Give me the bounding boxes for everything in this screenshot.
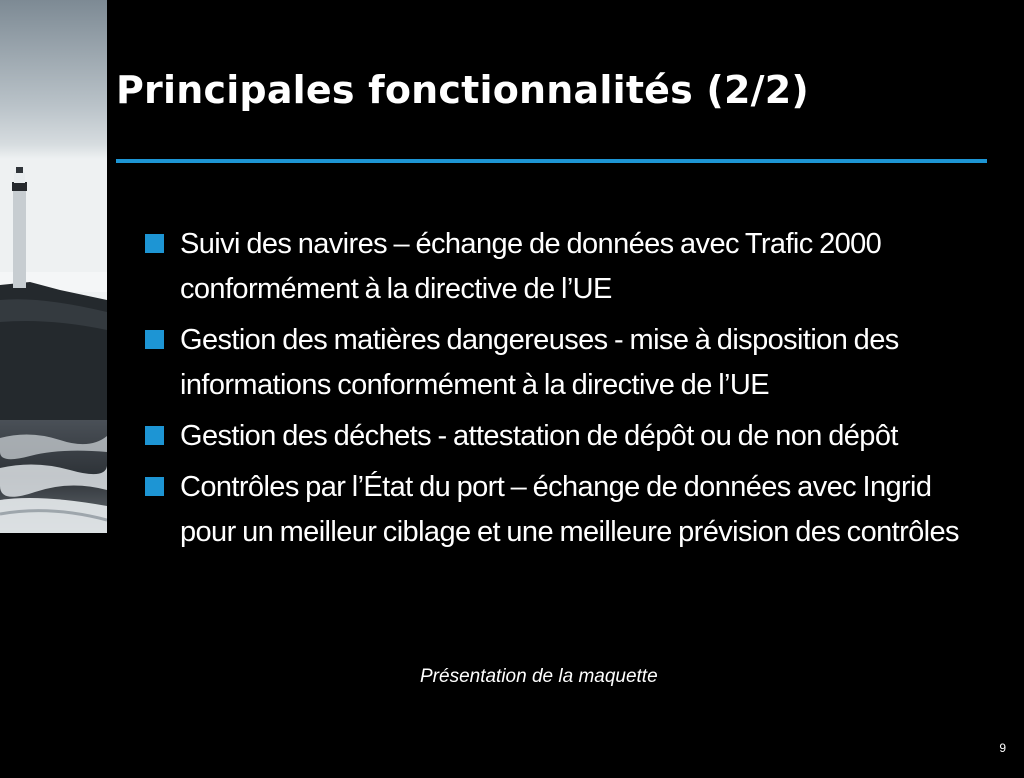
bullet-text: Gestion des déchets - attestation de dépôt ou de non dépôt [180, 420, 898, 452]
lighthouse-photo [0, 0, 107, 533]
bullet-item [145, 414, 965, 459]
square-bullet-icon [145, 234, 164, 253]
bullet-item [145, 465, 965, 555]
bullet-text: Gestion des matières dangereuses - mise à disposition des informations conformément à la directive de l’UE [180, 324, 899, 401]
bullet-item [145, 318, 965, 408]
bullet-list [145, 222, 965, 561]
bullet-text: Contrôles par l’État du port – échange de données avec Ingrid pour un meilleur ciblage et une meilleure prévision des contrôles [180, 471, 959, 548]
square-bullet-icon [145, 477, 164, 496]
slide-title: Principales fonctionnalités (2/2) [116, 68, 809, 112]
caption: Présentation de la maquette [420, 666, 658, 687]
bullet-text: Suivi des navires – échange de données avec Trafic 2000 conformément à la directive de l’UE [180, 228, 882, 305]
page-number: 9 [999, 741, 1006, 755]
title-underline [116, 159, 987, 163]
square-bullet-icon [145, 330, 164, 349]
square-bullet-icon [145, 426, 164, 445]
bullet-item [145, 222, 965, 312]
